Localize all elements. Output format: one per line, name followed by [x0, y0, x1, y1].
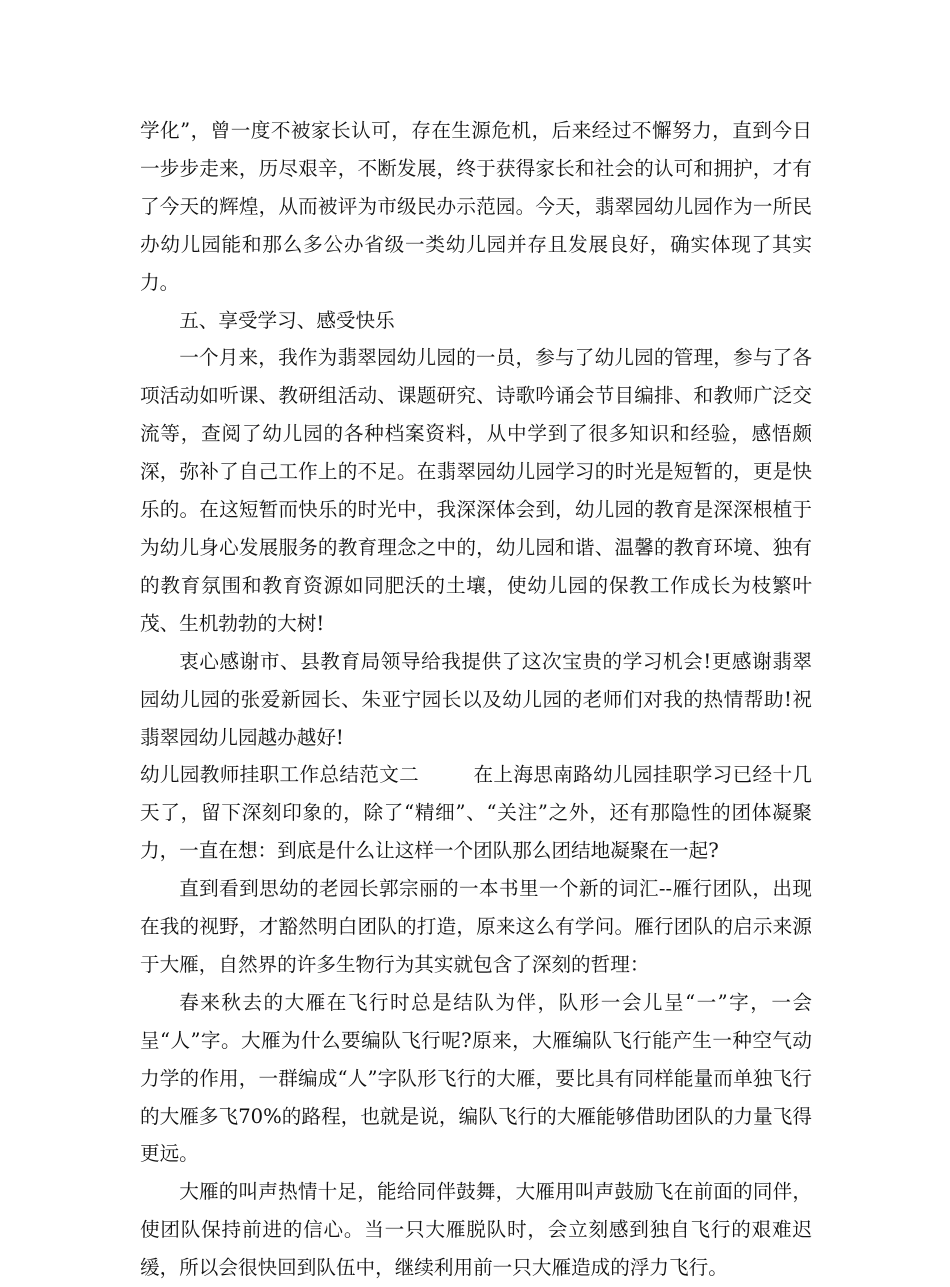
paragraph-shanghai-intro: 在上海思南路幼儿园挂职学习已经十几天了，留下深刻印象的，除了“精细”、“关注”之外，还有那隐性的团体凝聚力，一直在想：到底是什么让这样一个团队那么团结地凝聚在一起?: [140, 763, 813, 863]
article-two-first-paragraph: [140, 756, 812, 870]
paragraph-goose-team: 直到看到思幼的老园长郭宗丽的一本书里一个新的词汇--雁行团队，出现在我的视野，才豁然明白团队的打造，原来这么有学问。雁行团队的启示来源于大雁，自然界的许多生物行为其实就包含了深刻的哲理：: [140, 877, 812, 976]
article-two-title: 幼儿园教师挂职工作总结范文二: [140, 763, 420, 787]
section-heading-five: 五、享受学习、感受快乐: [179, 308, 395, 332]
document-page: [140, 112, 812, 1287]
paragraph-goose-formation: 春来秋去的大雁在飞行时总是结队为伴，队形一会儿呈“一”字，一会呈“人”字。大雁为什么要编队飞行呢?原来，大雁编队飞行能产生一种空气动力学的作用，一群编成“人”字队形飞行的大雁，要比具有同样能量而单独飞行的大雁多飞70%的路程，也就是说，编队飞行的大雁能够借助团队的力量飞得更远。: [140, 990, 812, 1166]
paragraph-month-experience: 一个月来，我作为翡翠园幼儿园的一员，参与了幼儿园的管理，参与了各项活动如听课、教研组活动、课题研究、诗歌吟诵会节目编排、和教师广泛交流等，查阅了幼儿园的各种档案资料，从中学到了很多知识和经验，感悟颇深，弥补了自己工作上的不足。在翡翠园幼儿园学习的时光是短暂的，更是快乐的。在这短暂而快乐的时光中，我深深体会到，幼儿园的教育是深深根植于为幼儿身心发展服务的教育理念之中的，幼儿园和谐、温馨的教育环境、独有的教育氛围和教育资源如同肥沃的土壤，使幼儿园的保教工作成长为枝繁叶茂、生机勃勃的大树!: [140, 346, 812, 635]
paragraph-goose-call: 大雁的叫声热情十足，能给同伴鼓舞，大雁用叫声鼓励飞在前面的同伴，使团队保持前进的信心。当一只大雁脱队时，会立刻感到独自飞行的艰难迟缓，所以会很快回到队伍中，继续利用前一只大雁造成的浮力飞行。: [140, 1180, 812, 1280]
paragraph-thanks: 衷心感谢市、县教育局领导给我提供了这次宝贵的学习机会!更感谢翡翠园幼儿园的张爱新园长、朱亚宁园长以及幼儿园的老师们对我的热情帮助!祝翡翠园幼儿园越办越好!: [140, 649, 812, 749]
paragraph-school-history: 学化”，曾一度不被家长认可，存在生源危机，后来经过不懈努力，直到今日一步步走来，历尽艰辛，不断发展，终于获得家长和社会的认可和拥护，才有了今天的辉煌，从而被评为市级民办示范园。今天，翡翠园幼儿园作为一所民办幼儿园能和那么多公办省级一类幼儿园并存且发展良好，确实体现了其实力。: [140, 119, 812, 294]
